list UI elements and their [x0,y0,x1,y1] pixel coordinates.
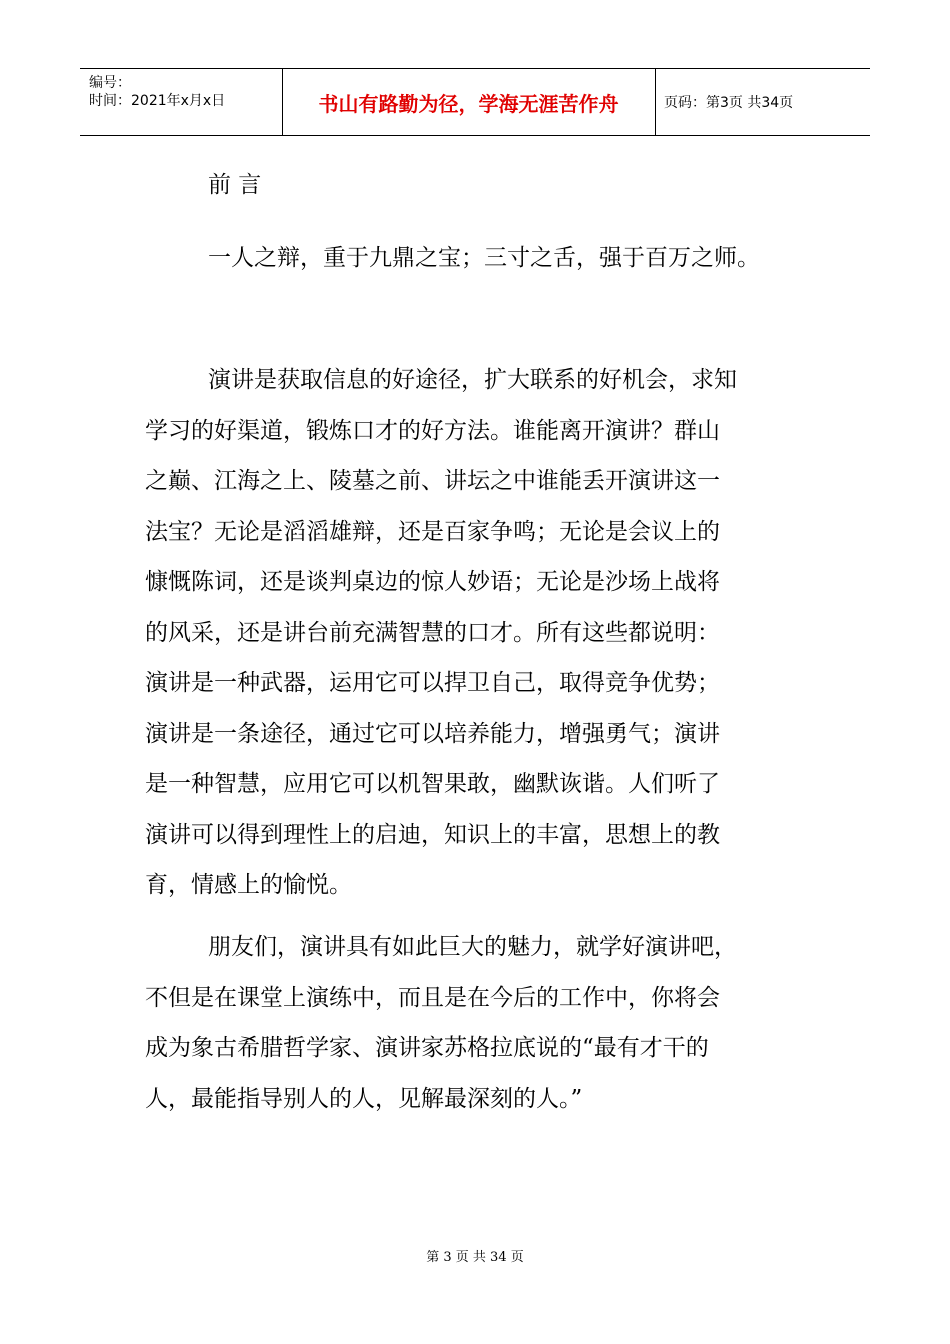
paragraph-line: 演讲是一条途径，通过它可以培养能力，增强勇气；演讲 [145,720,720,747]
paragraph-line: 演讲可以得到理性上的启迪，知识上的丰富，思想上的教 [145,821,720,848]
paragraph-line: 之巅、江海之上、陵墓之前、讲坛之中谁能丢开演讲这一 [145,468,720,494]
time-label: 时间：2021年x月x日 [89,93,226,109]
paragraph-line: 不但是在课堂上演练中，而且是在今后的工作中，你将会 [145,984,720,1011]
epigraph: 一人之辩，重于九鼎之宝；三寸之舌，强于百万之师。 [208,245,760,271]
paragraph-line: 学习的好渠道，锻炼口才的好方法。谁能离开演讲？群山 [145,417,720,444]
paragraph-line: 成为象古希腊哲学家、演讲家苏格拉底说的“最有才干的 [145,1035,709,1061]
document-header [80,68,870,136]
paragraph-1 [145,355,737,911]
paragraph-line: 是一种智慧，应用它可以机智果敢，幽默诙谐。人们听了 [145,771,720,797]
paragraph-line: 慷慨陈词，还是谈判桌边的惊人妙语；无论是沙场上战将 [145,569,720,595]
paragraph-line: 演讲是获取信息的好途径，扩大联系的好机会，求知 [208,367,737,393]
section-heading: 前 言 [208,172,262,198]
header-meta [89,74,225,110]
header-page-info: 页码：第3页 共34页 [664,95,794,111]
paragraph-line: 朋友们，演讲具有如此巨大的魅力，就学好演讲吧， [208,934,737,960]
header-divider [655,69,656,135]
paragraph-line: 的风采，还是讲台前充满智慧的口才。所有这些都说明： [145,619,720,646]
paragraph-2 [145,922,737,1124]
number-label: 编号： [89,75,131,91]
paragraph-line: 演讲是一种武器，运用它可以捍卫自己，取得竞争优势； [145,670,720,696]
header-motto: 书山有路勤为径，学海无涯苦作舟 [318,91,619,116]
paragraph-line: 法宝？无论是滔滔雄辩，还是百家争鸣；无论是会议上的 [145,518,720,545]
paragraph-line: 人，最能指导别人的人，见解最深刻的人。” [145,1085,583,1112]
paragraph-line: 育，情感上的愉悦。 [145,872,352,898]
page-footer: 第 3 页 共 34 页 [426,1250,524,1265]
